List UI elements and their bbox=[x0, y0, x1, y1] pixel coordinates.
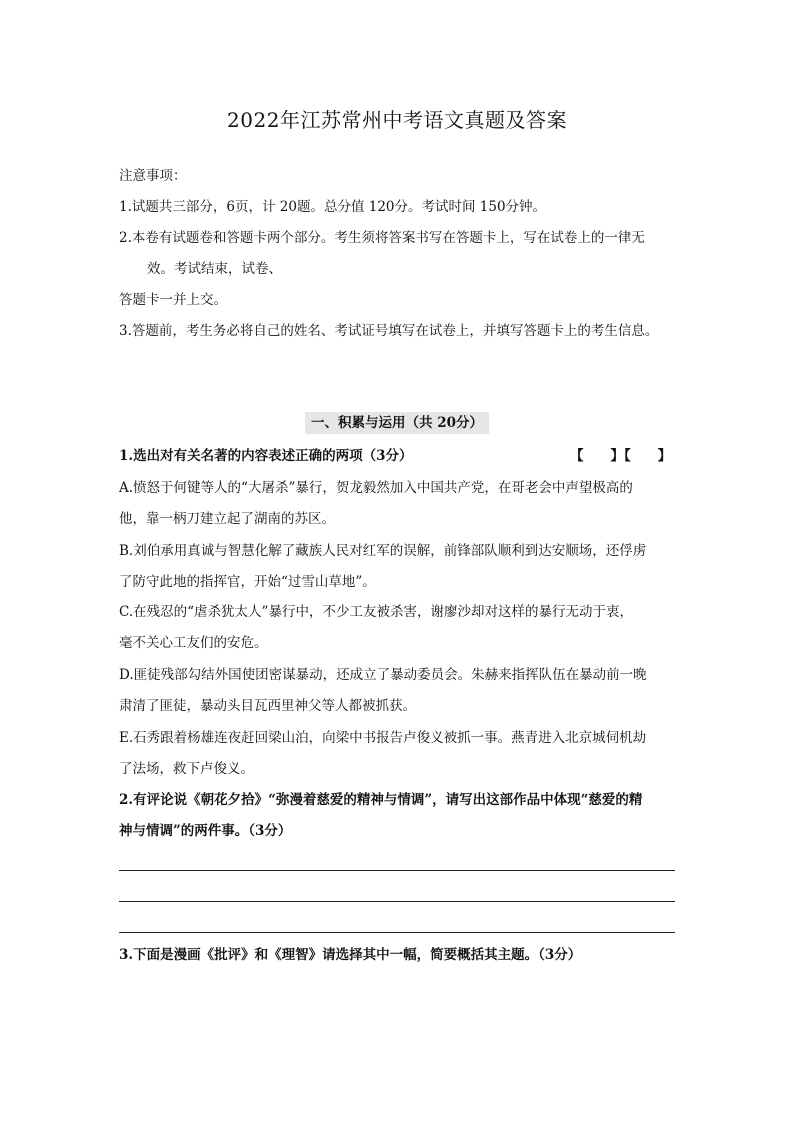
notice-item-2-end: 答题卡一并上交。 bbox=[119, 292, 227, 308]
option-c-line-2: 毫不关心工友们的安危。 bbox=[119, 635, 268, 651]
answer-line bbox=[119, 870, 675, 871]
notice-item-2: 2.本卷有试题卷和答题卡两个部分。考生须将答案书写在答题卡上，写在试卷上的一律无 bbox=[119, 230, 645, 246]
option-c-line-1: C.在残忍的“虐杀犹太人”暴行中，不少工友被杀害，谢廖沙却对这样的暴行无动于衷， bbox=[119, 604, 633, 620]
option-a-line-2: 他，靠一柄刀建立起了湖南的苏区。 bbox=[119, 511, 335, 527]
notice-heading: 注意事项： bbox=[119, 168, 187, 184]
option-e-line-2: 了法场，救下卢俊义。 bbox=[119, 761, 254, 777]
option-b-line-2: 了防守此地的指挥官，开始“过雪山草地”。 bbox=[119, 574, 376, 590]
question-3-stem: 3.下面是漫画《批评》和《理智》请选择其中一幅，简要概括其主题。（3分） bbox=[119, 947, 582, 963]
notice-item-1: 1.试题共三部分，6页，计 20题。总分值 120分。考试时间 150分钟。 bbox=[119, 199, 547, 215]
option-d-line-1: D.匪徒残部勾结外国使团密谋暴动，还成立了暴动委员会。朱赫来指挥队伍在暴动前一晚 bbox=[119, 667, 647, 683]
section-heading-label: 一、积累与运用（共 20分） bbox=[305, 412, 489, 434]
question-1-stem: 1.选出对有关名著的内容表述正确的两项（3分） bbox=[119, 448, 413, 464]
option-e-line-1: E.石秀跟着杨雄连夜赶回梁山泊，向梁中书报告卢俊义被抓一事。燕青进入北京城伺机劫 bbox=[119, 730, 647, 746]
question-2-stem-line-1: 2.有评论说《朝花夕拾》“弥漫着慈爱的精神与情调”，请写出这部作品中体现“慈爱的精 bbox=[119, 792, 643, 808]
notice-item-3: 3.答题前，考生务必将自己的姓名、考试证号填写在试卷上，并填写答题卡上的考生信息。 bbox=[119, 323, 659, 339]
notice-item-2-cont: 效。考试结束，试卷、 bbox=[147, 261, 282, 277]
option-a-line-1: A.愤怒于何键等人的“大屠杀”暴行，贺龙毅然加入中国共产党，在哥老会中声望极高的 bbox=[119, 480, 633, 496]
section-heading bbox=[0, 412, 794, 434]
answer-brackets: 【 】【 】 bbox=[570, 448, 672, 464]
option-d-line-2: 肃清了匪徒，暴动头目瓦西里神父等人都被抓获。 bbox=[119, 698, 416, 714]
answer-line bbox=[119, 932, 675, 933]
question-2-stem-line-2: 神与情调”的两件事。（3分） bbox=[119, 823, 292, 839]
option-b-line-1: B.刘伯承用真诚与智慧化解了藏族人民对红军的误解，前锋部队顺利到达安顺场，还俘虏 bbox=[119, 543, 647, 559]
page-title: 2022年江苏常州中考语文真题及答案 bbox=[227, 108, 567, 132]
answer-line bbox=[119, 901, 675, 902]
